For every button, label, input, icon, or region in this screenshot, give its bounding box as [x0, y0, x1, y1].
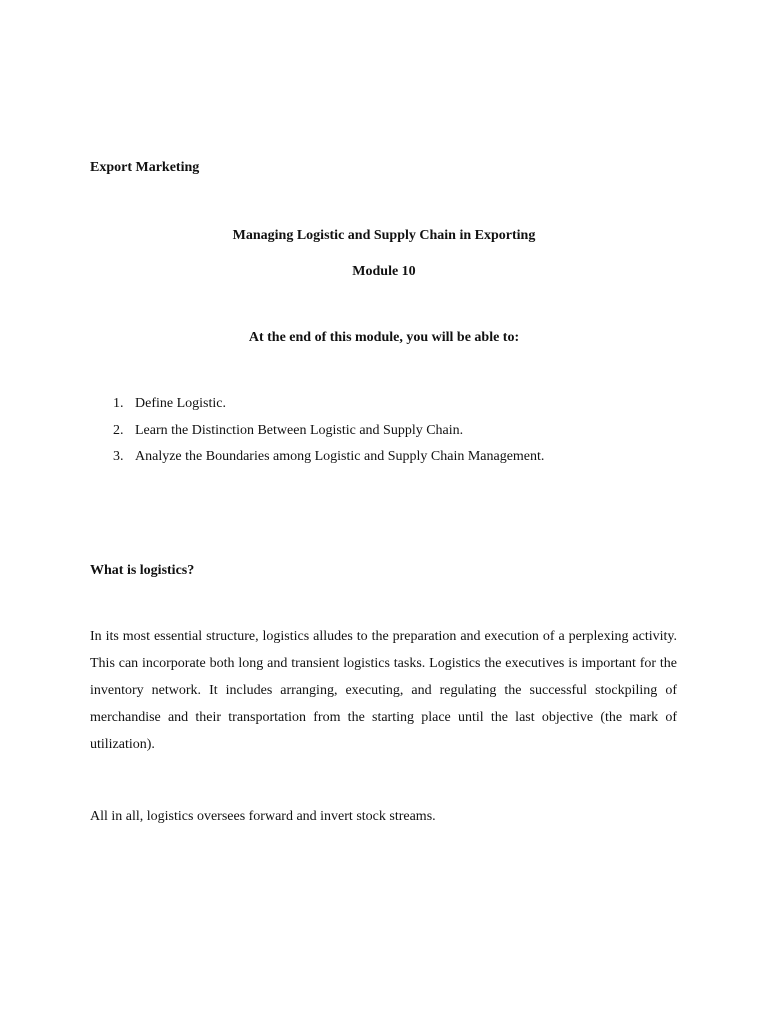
list-item [90, 395, 690, 422]
body-paragraph-summary: All in all, logistics oversees forward and invert stock streams. [90, 809, 436, 824]
list-item [90, 448, 690, 475]
list-item-number: 3. [113, 449, 124, 464]
objectives-intro: At the end of this module, you will be able to: [248, 330, 520, 345]
list-item-text: Define Logistic. [135, 396, 226, 411]
module-number: Module 10 [352, 264, 416, 279]
course-title: Export Marketing [90, 160, 200, 175]
body-paragraph: In its most essential structure, logistics alludes to the preparation and execution of a perplexing activity. This can incorporate both long and transient logistics tasks. Logistics the executives is important for the inventory network. It includes arranging, executing, and regulating the successful stockpiling of merchandise and their transportation from the starting place until the last objective (the mark of utilization). [90, 629, 677, 752]
list-item-number: 2. [113, 422, 124, 438]
list-item-text: Analyze the Boundaries among Logistic and Supply Chain Management. [135, 449, 545, 464]
list-item [90, 422, 690, 449]
list-item-text: Learn the Distinction Between Logistic and Supply Chain. [135, 422, 464, 438]
section-heading: What is logistics? [90, 563, 195, 578]
list-item-number: 1. [113, 396, 124, 411]
module-title: Managing Logistic and Supply Chain in Exporting [232, 228, 536, 243]
objectives-list [90, 395, 690, 475]
